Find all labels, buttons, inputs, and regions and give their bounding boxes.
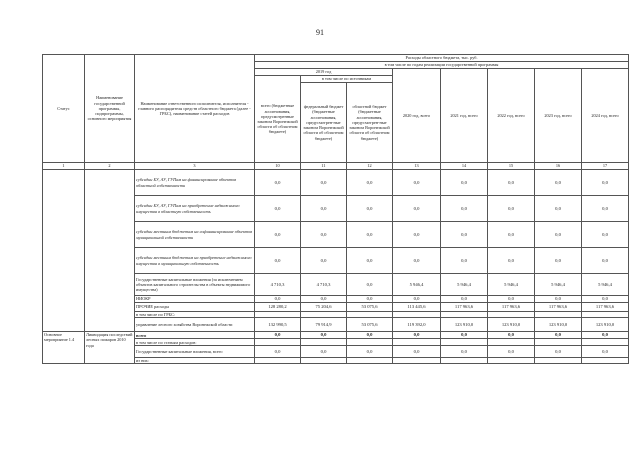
value-cell: 123 910,0 <box>441 318 488 332</box>
column-number: 12 <box>347 163 393 170</box>
value-cell: 0,0 <box>255 170 301 196</box>
value-cell: 0,0 <box>255 196 301 222</box>
value-cell <box>488 339 535 346</box>
table-row <box>43 332 629 339</box>
value-cell: 0,0 <box>347 170 393 196</box>
value-cell: 0,0 <box>301 346 347 358</box>
budget-table <box>42 54 629 364</box>
expense-item-label: субсидии БУ, АУ, ГУПам на приобретение недвижимого имущества в областную собственность <box>135 196 255 222</box>
value-cell: 0,0 <box>393 248 441 274</box>
value-cell: 0,0 <box>582 196 629 222</box>
value-cell: 0,0 <box>582 296 629 303</box>
table-body <box>43 55 629 364</box>
value-cell: 0,0 <box>488 346 535 358</box>
value-cell <box>582 339 629 346</box>
value-cell: 0,0 <box>535 170 582 196</box>
value-cell: 132 990,5 <box>255 318 301 332</box>
value-cell: 0,0 <box>488 170 535 196</box>
page-number: 91 <box>316 28 324 37</box>
value-cell: 0,0 <box>441 296 488 303</box>
value-cell: 0,0 <box>582 332 629 339</box>
value-cell: 0,0 <box>488 196 535 222</box>
value-cell: 0,0 <box>301 170 347 196</box>
year-2020-header: 2020 год, всего <box>393 69 441 163</box>
value-cell: 0,0 <box>347 248 393 274</box>
value-cell <box>393 358 441 364</box>
value-cell: 0,0 <box>393 222 441 248</box>
column-number: 15 <box>488 163 535 170</box>
value-cell: 0,0 <box>301 332 347 339</box>
value-cell <box>347 339 393 346</box>
empty-name-cell <box>85 170 135 332</box>
expense-item-label: из них: <box>135 358 255 364</box>
value-cell: 0,0 <box>255 332 301 339</box>
empty-status-cell <box>43 170 85 332</box>
value-cell: 5 946,4 <box>582 274 629 296</box>
value-cell: 53 075,6 <box>347 303 393 312</box>
year-2022-header: 2022 год, всего <box>488 69 535 163</box>
value-cell: 0,0 <box>393 332 441 339</box>
value-cell: 0,0 <box>582 170 629 196</box>
value-cell <box>535 358 582 364</box>
value-cell: 5 946,4 <box>535 274 582 296</box>
value-cell: 117 963,6 <box>441 303 488 312</box>
value-cell: 4 710,3 <box>301 274 347 296</box>
value-cell: 4 710,3 <box>255 274 301 296</box>
value-cell: 0,0 <box>255 222 301 248</box>
expense-item-label: всего <box>135 332 255 339</box>
value-cell: 0,0 <box>488 222 535 248</box>
value-cell <box>488 358 535 364</box>
value-cell: 113 445,6 <box>393 303 441 312</box>
expense-item-label: НИОКР <box>135 296 255 303</box>
value-cell <box>301 339 347 346</box>
year-2021-header: 2021 год, всего <box>441 69 488 163</box>
value-cell: 0,0 <box>347 346 393 358</box>
value-cell: 0,0 <box>441 332 488 339</box>
value-cell: 0,0 <box>393 170 441 196</box>
value-cell <box>535 339 582 346</box>
measure-name: Ликвидация последствий лесных пожаров 2010 года <box>85 332 135 364</box>
expense-item-label: в том числе по статьям расходов: <box>135 339 255 346</box>
value-cell: 0,0 <box>582 346 629 358</box>
value-cell: 0,0 <box>301 196 347 222</box>
program-name-header: Наименование государственной программы, подпрограммы, основного мероприятия <box>85 55 135 163</box>
value-cell: 123 910,0 <box>488 318 535 332</box>
measure-status: Основное мероприятие 1.4 <box>43 332 85 364</box>
value-cell <box>347 358 393 364</box>
value-cell: 0,0 <box>535 332 582 339</box>
value-cell <box>393 339 441 346</box>
executor-header: Наименование ответственного исполнителя, исполнителя - главного распорядителя средств областного бюджета (далее - ГРБС), наименование статей расходов <box>135 55 255 163</box>
column-number: 2 <box>85 163 135 170</box>
value-cell <box>301 358 347 364</box>
value-cell: 0,0 <box>488 296 535 303</box>
column-number: 10 <box>255 163 301 170</box>
value-cell <box>255 358 301 364</box>
value-cell: 0,0 <box>535 296 582 303</box>
value-cell: 117 963,6 <box>488 303 535 312</box>
value-cell <box>582 358 629 364</box>
column-number: 14 <box>441 163 488 170</box>
value-cell: 0,0 <box>488 332 535 339</box>
value-cell: 0,0 <box>301 248 347 274</box>
value-cell: 0,0 <box>255 346 301 358</box>
status-header: Статус <box>43 55 85 163</box>
value-cell: 123 910,0 <box>582 318 629 332</box>
value-cell: 0,0 <box>441 248 488 274</box>
by-years-header: в том числе по годам реализации государственной программы <box>255 62 629 69</box>
regional-budget-header: областной бюджет (бюджетные ассигнования, предусмотрен-ные законом Воронежской области об областном бюджете) <box>347 83 393 163</box>
value-cell <box>441 339 488 346</box>
value-cell: 117 963,6 <box>582 303 629 312</box>
value-cell: 0,0 <box>535 346 582 358</box>
value-cell: 0,0 <box>441 196 488 222</box>
value-cell: 0,0 <box>488 248 535 274</box>
column-number: 17 <box>582 163 629 170</box>
value-cell: 75 204,6 <box>301 303 347 312</box>
value-cell: 0,0 <box>301 296 347 303</box>
value-cell: 5 946,4 <box>393 274 441 296</box>
value-cell: 0,0 <box>255 248 301 274</box>
value-cell: 0,0 <box>535 248 582 274</box>
value-cell: 0,0 <box>441 222 488 248</box>
value-cell: 0,0 <box>535 222 582 248</box>
expense-item-label: субсидии БУ, АУ, ГУПам на финансирование объектов областной собственности <box>135 170 255 196</box>
value-cell: 0,0 <box>441 346 488 358</box>
value-cell: 0,0 <box>393 346 441 358</box>
value-cell: 0,0 <box>347 222 393 248</box>
expense-item-label: субсидии местным бюджетам на софинансирование объектов муниципальной собственности <box>135 222 255 248</box>
value-cell: 5 946,4 <box>441 274 488 296</box>
table-row <box>43 170 629 196</box>
column-number-row <box>43 163 629 170</box>
value-cell: 123 910,0 <box>535 318 582 332</box>
expenses-title: Расходы областного бюджета, тыс. руб. <box>255 55 629 62</box>
expense-item-label: в том числе по ГРБС: <box>135 312 255 318</box>
expense-item-label: ПРОЧИЕ расходы <box>135 303 255 312</box>
total-2019-header: всего (бюджетные ассигнования, предусмотренные законом Воронежской области об областном бюджете) <box>255 76 301 163</box>
value-cell: 128 280,2 <box>255 303 301 312</box>
value-cell: 0,0 <box>347 274 393 296</box>
value-cell: 0,0 <box>255 296 301 303</box>
by-sources-header: в том числе по источникам <box>301 76 393 83</box>
year-2024-header: 2024 год, всего <box>582 69 629 163</box>
year-2019-header: 2019 год <box>255 69 393 76</box>
value-cell: 117 963,6 <box>535 303 582 312</box>
value-cell: 0,0 <box>582 222 629 248</box>
year-2023-header: 2023 год, всего <box>535 69 582 163</box>
value-cell: 0,0 <box>535 196 582 222</box>
column-number: 3 <box>135 163 255 170</box>
column-number: 13 <box>393 163 441 170</box>
value-cell: 0,0 <box>347 196 393 222</box>
value-cell: 0,0 <box>347 332 393 339</box>
column-number: 16 <box>535 163 582 170</box>
expense-item-label: субсидии местным бюджетам на приобретение недвижимого имущества в муниципальную собственность <box>135 248 255 274</box>
value-cell: 53 075,6 <box>347 318 393 332</box>
federal-budget-header: федеральный бюджет (бюджетные ассигнования, предусмотрен-ные законом Воронежской области об областном бюджете) <box>301 83 347 163</box>
value-cell: 5 946,4 <box>488 274 535 296</box>
value-cell: 0,0 <box>441 170 488 196</box>
expense-item-label: управление лесного хозяйства Воронежской области <box>135 318 255 332</box>
column-number: 11 <box>301 163 347 170</box>
column-number: 1 <box>43 163 85 170</box>
value-cell <box>255 339 301 346</box>
value-cell: 79 914,9 <box>301 318 347 332</box>
value-cell: 119 392,0 <box>393 318 441 332</box>
value-cell <box>441 358 488 364</box>
value-cell: 0,0 <box>301 222 347 248</box>
value-cell: 0,0 <box>582 248 629 274</box>
value-cell: 0,0 <box>393 196 441 222</box>
value-cell: 0,0 <box>393 296 441 303</box>
expense-item-label: Государственные капитальные вложения (за исключением объектов капитального строительства в объекты недвижимого имущества) <box>135 274 255 296</box>
expense-item-label: Государственные капитальные вложения, всего <box>135 346 255 358</box>
value-cell: 0,0 <box>347 296 393 303</box>
